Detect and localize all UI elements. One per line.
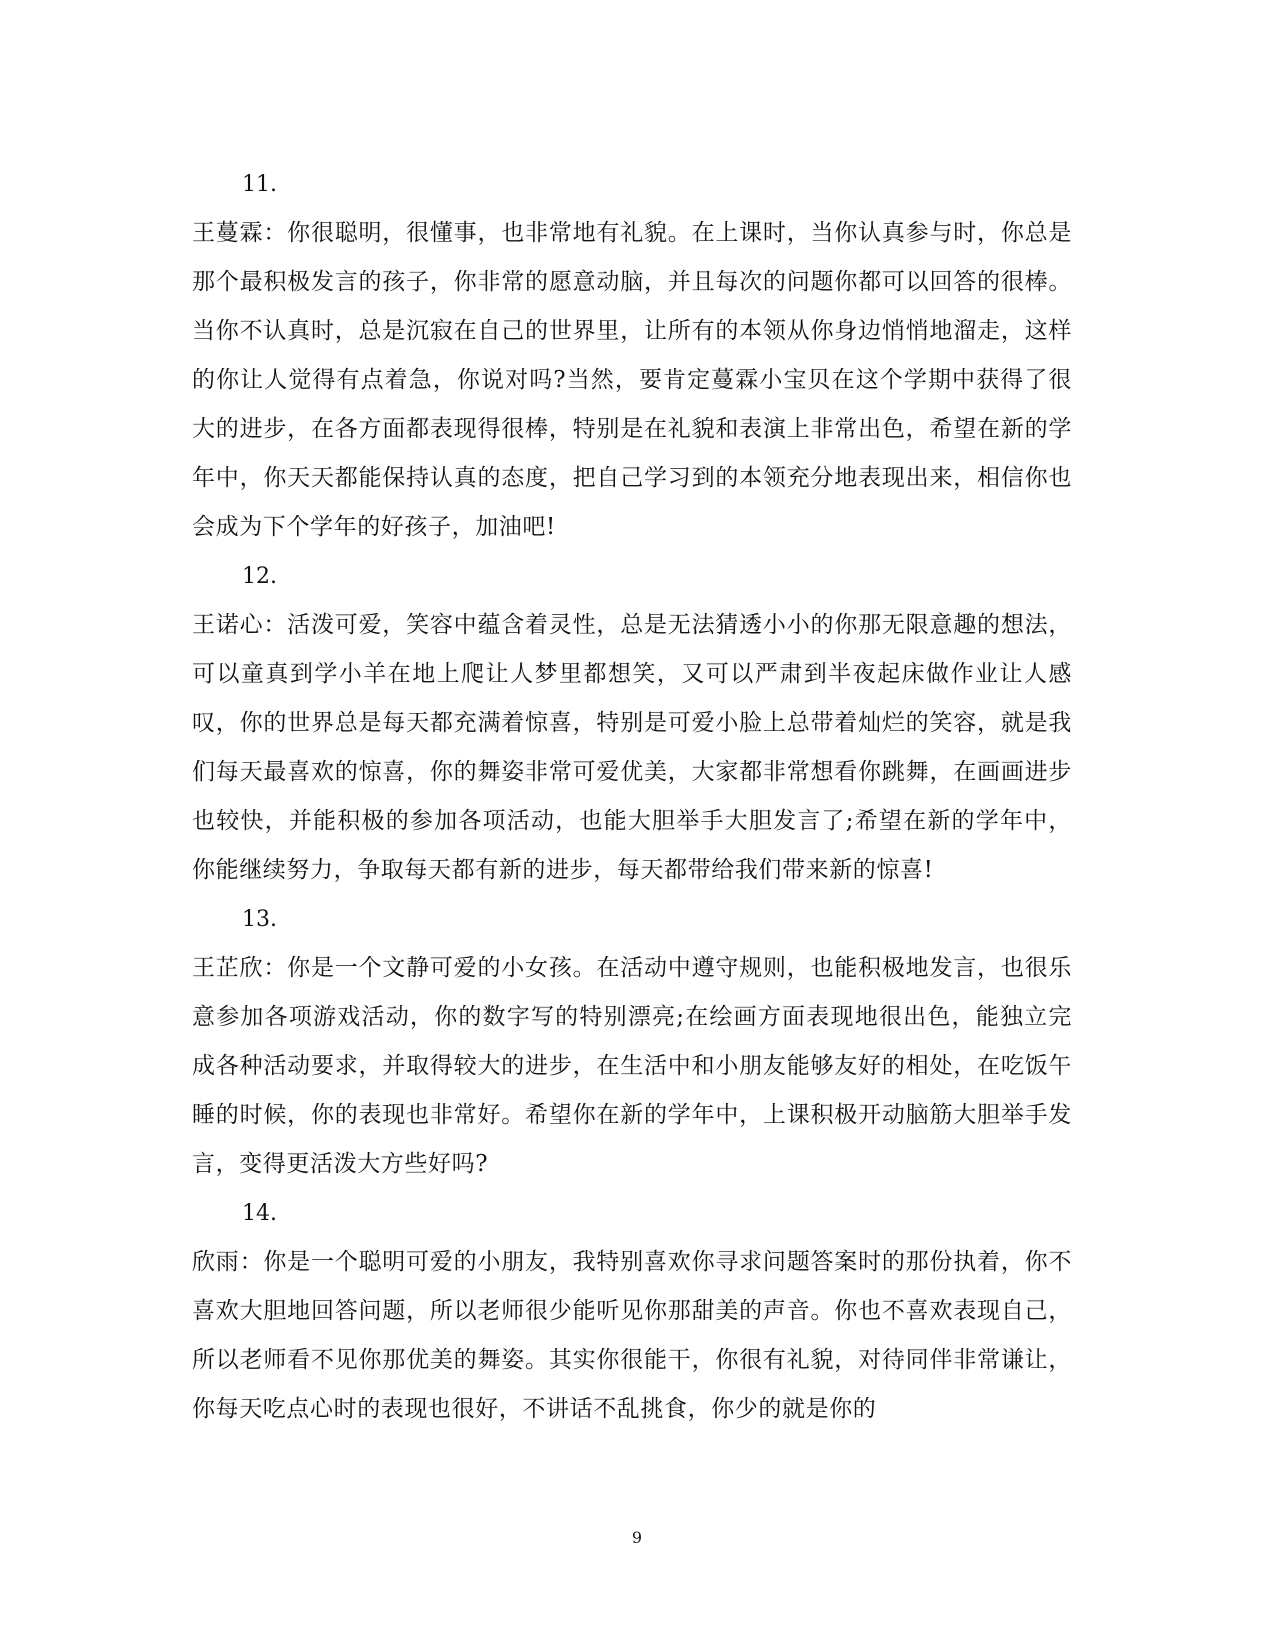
entry-paragraph: 王诺心：活泼可爱，笑容中蕴含着灵性，总是无法猜透小小的你那无限意趣的想法，可以童真到学小羊在地上爬让人梦里都想笑，又可以严肃到半夜起床做作业让人感叹，你的世界总是每天都充满着惊喜，特别是可爱小脸上总带着灿烂的笑容，就是我们每天最喜欢的惊喜，你的舞姿非常可爱优美，大家都非常想看你跳舞，在画画进步也较快，并能积极的参加各项活动，也能大胆举手大胆发言了;希望在新的学年中，你能继续努力，争取每天都有新的进步，每天都带给我们带来新的惊喜! bbox=[192, 612, 1072, 883]
entry-number: 11. bbox=[242, 172, 277, 197]
page-number: 9 bbox=[631, 1528, 643, 1547]
entry-number: 13. bbox=[242, 907, 277, 932]
entry-paragraph: 王芷欣：你是一个文静可爱的小女孩。在活动中遵守规则，也能积极地发言，也很乐意参加各项游戏活动，你的数字写的特别漂亮;在绘画方面表现地很出色，能独立完成各种活动要求，并取得较大的进步，在生活中和小朋友能够友好的相处，在吃饭午睡的时候，你的表现也非常好。希望你在新的学年中，上课积极开动脑筋大胆举手发言，变得更活泼大方些好吗? bbox=[192, 955, 1072, 1177]
entry-number: 14. bbox=[242, 1201, 277, 1226]
entry-paragraph: 欣雨：你是一个聪明可爱的小朋友，我特别喜欢你寻求问题答案时的那份执着，你不喜欢大胆地回答问题，所以老师很少能听见你那甜美的声音。你也不喜欢表现自己，所以老师看不见你那优美的舞姿。其实你很能干，你很有礼貌，对待同伴非常谦让，你每天吃点心时的表现也很好，不讲话不乱挑食，你少的就是你的 bbox=[192, 1249, 1072, 1422]
document-body bbox=[192, 160, 1072, 1434]
entry-number: 12. bbox=[242, 564, 277, 589]
entry-paragraph: 王蔓霖：你很聪明，很懂事，也非常地有礼貌。在上课时，当你认真参与时，你总是那个最积极发言的孩子，你非常的愿意动脑，并且每次的问题你都可以回答的很棒。当你不认真时，总是沉寂在自己的世界里，让所有的本领从你身边悄悄地溜走，这样的你让人觉得有点着急，你说对吗?当然，要肯定蔓霖小宝贝在这个学期中获得了很大的进步，在各方面都表现得很棒，特别是在礼貌和表演上非常出色，希望在新的学年中，你天天都能保持认真的态度，把自己学习到的本领充分地表现出来，相信你也会成为下个学年的好孩子，加油吧! bbox=[192, 220, 1072, 540]
